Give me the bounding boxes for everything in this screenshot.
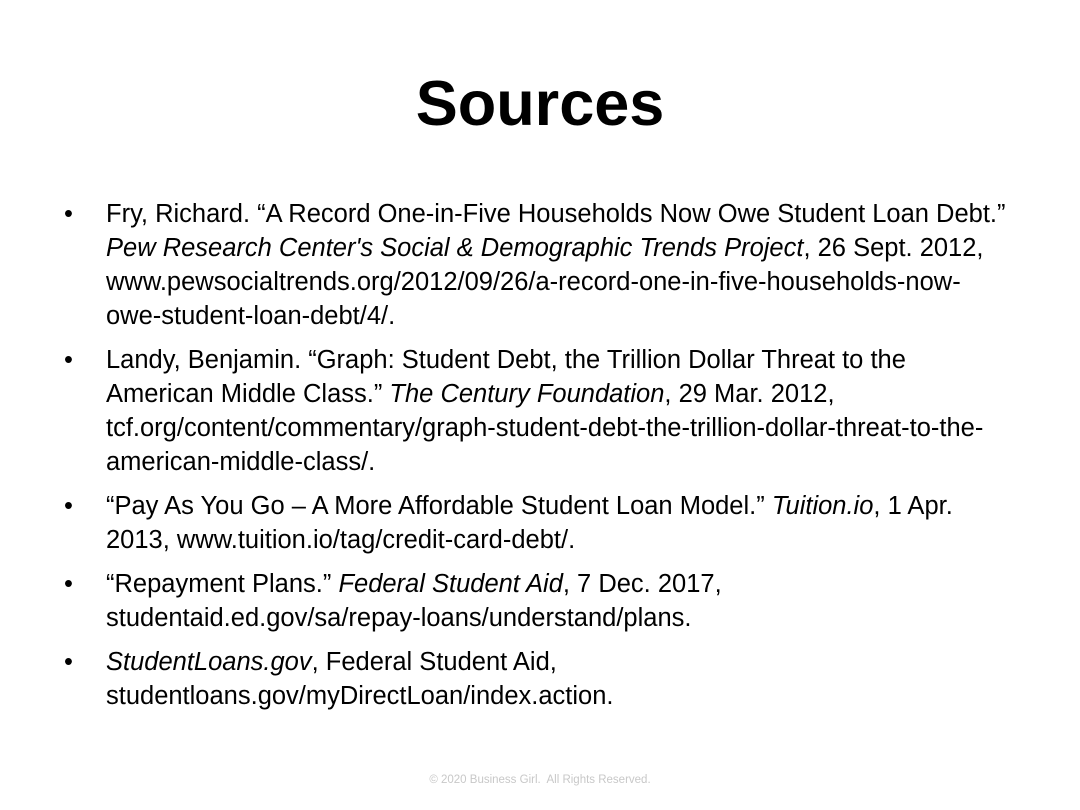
bullet-icon: •: [64, 648, 73, 676]
source-details: , 1 Apr. 2013, www.tuition.io/tag/credit-card-debt/.: [106, 492, 953, 554]
source-publication: The Century Foundation: [389, 380, 665, 408]
source-text: Fry, Richard. “A Record One-in-Five Households Now Owe Student Loan Debt.”: [106, 200, 1006, 228]
source-publication: Federal Student Aid: [338, 570, 563, 598]
source-details: , 29 Mar. 2012, tcf.org/content/commentary/graph-student-debt-the-trillion-dollar-threat-to-the-american-middle-class/.: [106, 380, 984, 476]
source-details: , 7 Dec. 2017, studentaid.ed.gov/sa/repay-loans/understand/plans.: [106, 570, 722, 632]
source-text: “Pay As You Go – A More Affordable Student Loan Model.”: [106, 492, 772, 520]
source-item-repayment-plans: [0, 567, 1080, 635]
source-item-landy: [0, 343, 1080, 479]
source-details: , 26 Sept. 2012, www.pewsocialtrends.org/2012/09/26/a-record-one-in-five-households-now-owe-student-loan-debt/4/.: [106, 234, 984, 330]
slide-title: Sources: [415, 69, 665, 139]
source-publication: Tuition.io: [771, 492, 874, 520]
source-item-fry: [0, 197, 1080, 333]
bullet-icon: •: [64, 346, 73, 374]
copyright-footer: © 2020 Business Girl. All Rights Reserved.: [429, 774, 651, 786]
sources-list: [0, 197, 1080, 723]
source-item-pay-as-you-go: [0, 489, 1080, 557]
bullet-icon: •: [64, 492, 73, 520]
source-text: Landy, Benjamin. “Graph: Student Debt, the Trillion Dollar Threat to the American Middle Class.”: [106, 346, 906, 408]
source-publication: StudentLoans.gov: [106, 648, 312, 676]
source-details: , Federal Student Aid, studentloans.gov/myDirectLoan/index.action.: [106, 648, 614, 710]
source-item-studentloans-gov: [0, 645, 1080, 713]
bullet-icon: •: [64, 200, 73, 228]
bullet-icon: •: [64, 570, 73, 598]
source-text: “Repayment Plans.”: [106, 570, 339, 598]
source-publication: Pew Research Center's Social & Demographic Trends Project: [106, 234, 804, 262]
